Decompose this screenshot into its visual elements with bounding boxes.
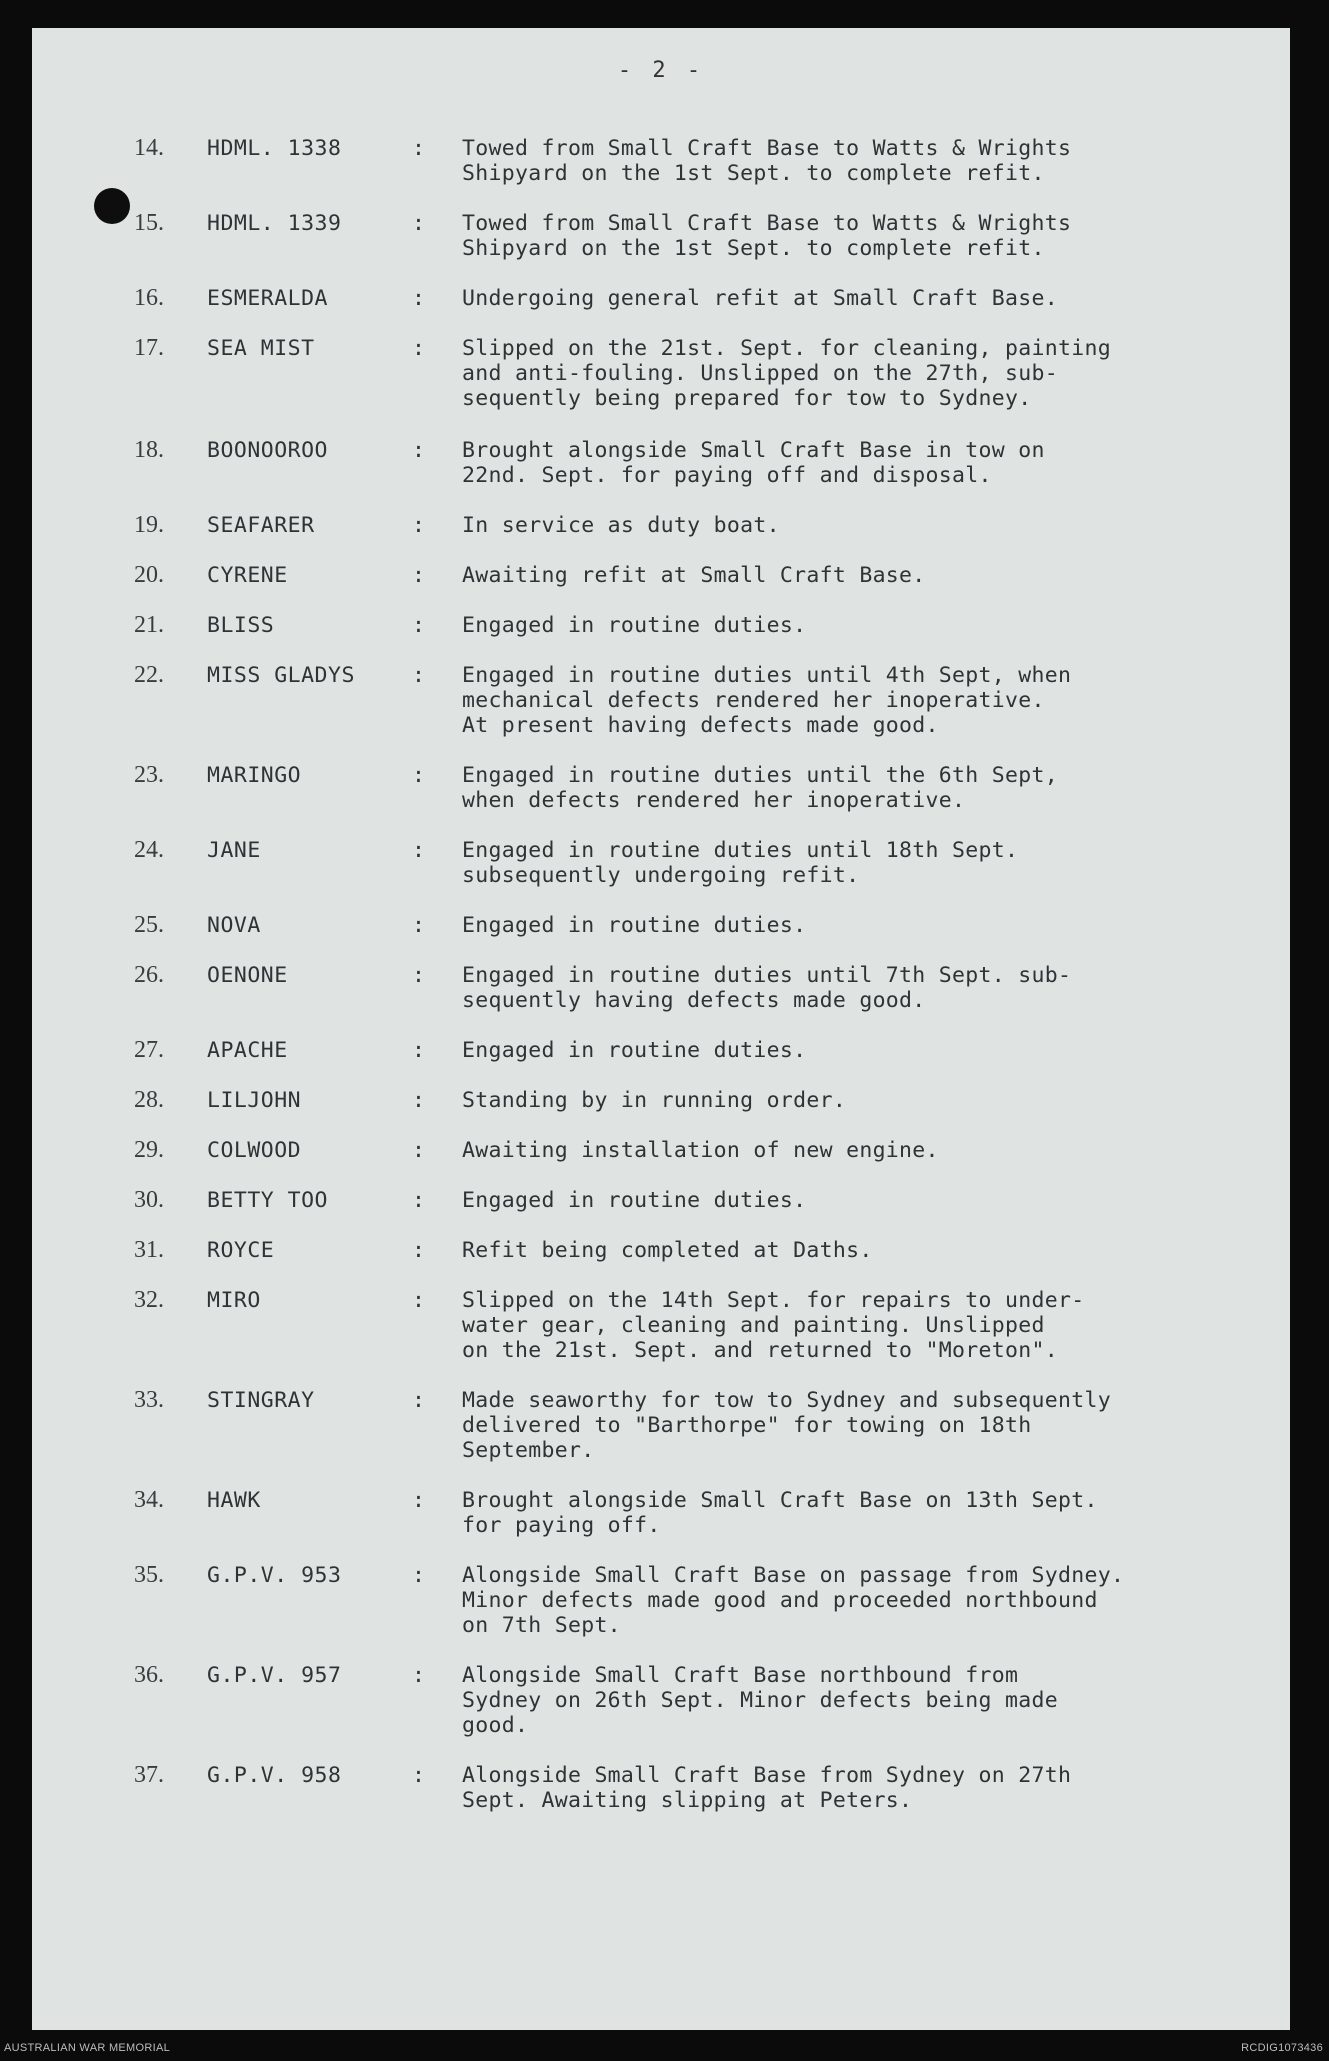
vessel-name: COLWOOD xyxy=(207,1138,302,1163)
entry-description: Awaiting installation of new engine. xyxy=(462,1138,939,1163)
entry-description: Brought alongside Small Craft Base in tow on 22nd. Sept. for paying off and disposal. xyxy=(462,438,1045,488)
entry-description: Engaged in routine duties. xyxy=(462,1038,807,1063)
entry-description: Awaiting refit at Small Craft Base. xyxy=(462,563,926,588)
entry-description: Engaged in routine duties until 4th Sept, when mechanical defects rendered her inoperative. At present having defects made good. xyxy=(462,663,1072,738)
entry-number: 28. xyxy=(134,1087,164,1113)
vessel-name: G.P.V. 953 xyxy=(207,1563,342,1588)
entry-number: 32. xyxy=(134,1287,164,1313)
entry-colon: : xyxy=(412,1238,425,1263)
entry-colon: : xyxy=(412,913,425,938)
punch-hole xyxy=(94,188,130,224)
entry-description: Alongside Small Craft Base northbound from Sydney on 26th Sept. Minor defects being made good. xyxy=(462,1663,1058,1738)
vessel-name: BOONOOROO xyxy=(207,438,328,463)
entry-number: 21. xyxy=(134,612,164,638)
vessel-name: ESMERALDA xyxy=(207,286,328,311)
entry-number: 17. xyxy=(134,335,164,361)
entry-description: Engaged in routine duties until the 6th Sept, when defects rendered her inoperative. xyxy=(462,763,1058,813)
entry-colon: : xyxy=(412,1763,425,1788)
entry-description: In service as duty boat. xyxy=(462,513,780,538)
footer-record-id: RCDIG1073436 xyxy=(1241,2042,1323,2054)
vessel-name: NOVA xyxy=(207,913,261,938)
vessel-name: HDML. 1338 xyxy=(207,136,342,161)
page-number: - 2 - xyxy=(617,58,705,83)
entry-colon: : xyxy=(412,336,425,361)
entry-number: 16. xyxy=(134,285,164,311)
entry-colon: : xyxy=(412,1138,425,1163)
entry-number: 19. xyxy=(134,512,164,538)
entry-description: Standing by in running order. xyxy=(462,1088,847,1113)
entry-number: 25. xyxy=(134,912,164,938)
entry-number: 29. xyxy=(134,1137,164,1163)
entry-colon: : xyxy=(412,513,425,538)
vessel-name: STINGRAY xyxy=(207,1388,315,1413)
entry-description: Slipped on the 21st. Sept. for cleaning, painting and anti-fouling. Unslipped on the 27th, sub- sequently being prepared for tow to Sydney. xyxy=(462,336,1111,411)
vessel-name: HAWK xyxy=(207,1488,261,1513)
entry-number: 34. xyxy=(134,1487,164,1513)
entry-description: Engaged in routine duties until 7th Sept. sub- sequently having defects made good. xyxy=(462,963,1072,1013)
entry-colon: : xyxy=(412,1088,425,1113)
vessel-name: G.P.V. 958 xyxy=(207,1763,342,1788)
entry-colon: : xyxy=(412,563,425,588)
entry-description: Engaged in routine duties until 18th Sept. subsequently undergoing refit. xyxy=(462,838,1019,888)
entry-colon: : xyxy=(412,838,425,863)
vessel-name: SEAFARER xyxy=(207,513,315,538)
entry-description: Refit being completed at Daths. xyxy=(462,1238,873,1263)
entry-colon: : xyxy=(412,763,425,788)
entry-colon: : xyxy=(412,136,425,161)
entry-colon: : xyxy=(412,1288,425,1313)
entry-colon: : xyxy=(412,1663,425,1688)
vessel-name: JANE xyxy=(207,838,261,863)
vessel-name: ROYCE xyxy=(207,1238,275,1263)
entry-colon: : xyxy=(412,1388,425,1413)
entry-description: Engaged in routine duties. xyxy=(462,913,807,938)
entry-description: Made seaworthy for tow to Sydney and subsequently delivered to "Barthorpe" for towing on 18th September. xyxy=(462,1388,1111,1463)
entry-number: 20. xyxy=(134,562,164,588)
entry-colon: : xyxy=(412,1038,425,1063)
vessel-name: APACHE xyxy=(207,1038,288,1063)
entry-description: Engaged in routine duties. xyxy=(462,1188,807,1213)
entry-description: Brought alongside Small Craft Base on 13th Sept. for paying off. xyxy=(462,1488,1098,1538)
entry-number: 14. xyxy=(134,135,164,161)
entry-number: 30. xyxy=(134,1187,164,1213)
footer-archive-name: AUSTRALIAN WAR MEMORIAL xyxy=(4,2042,171,2054)
vessel-name: OENONE xyxy=(207,963,288,988)
entry-number: 22. xyxy=(134,662,164,688)
vessel-name: CYRENE xyxy=(207,563,288,588)
entry-number: 27. xyxy=(134,1037,164,1063)
vessel-name: BETTY TOO xyxy=(207,1188,328,1213)
entry-number: 31. xyxy=(134,1237,164,1263)
vessel-name: BLISS xyxy=(207,613,275,638)
entry-colon: : xyxy=(412,1563,425,1588)
entry-description: Alongside Small Craft Base from Sydney on 27th Sept. Awaiting slipping at Peters. xyxy=(462,1763,1072,1813)
entry-number: 37. xyxy=(134,1762,164,1788)
vessel-name: MIRO xyxy=(207,1288,261,1313)
entry-colon: : xyxy=(412,613,425,638)
entry-description: Towed from Small Craft Base to Watts & Wrights Shipyard on the 1st Sept. to complete refit. xyxy=(462,136,1072,186)
document-page xyxy=(32,28,1290,2030)
vessel-name: MISS GLADYS xyxy=(207,663,355,688)
vessel-name: SEA MIST xyxy=(207,336,315,361)
vessel-name: MARINGO xyxy=(207,763,302,788)
entry-number: 15. xyxy=(134,210,164,236)
entry-number: 26. xyxy=(134,962,164,988)
entry-number: 23. xyxy=(134,762,164,788)
entry-colon: : xyxy=(412,1488,425,1513)
vessel-name: G.P.V. 957 xyxy=(207,1663,342,1688)
entry-number: 36. xyxy=(134,1662,164,1688)
vessel-name: HDML. 1339 xyxy=(207,211,342,236)
entry-description: Slipped on the 14th Sept. for repairs to under- water gear, cleaning and painting. Unslipped on the 21st. Sept. and returned to "Moreton". xyxy=(462,1288,1085,1363)
entry-number: 24. xyxy=(134,837,164,863)
entry-colon: : xyxy=(412,438,425,463)
entry-colon: : xyxy=(412,211,425,236)
entry-colon: : xyxy=(412,963,425,988)
entry-number: 33. xyxy=(134,1387,164,1413)
entry-description: Alongside Small Craft Base on passage from Sydney. Minor defects made good and proceeded northbound on 7th Sept. xyxy=(462,1563,1125,1638)
vessel-name: LILJOHN xyxy=(207,1088,302,1113)
entry-colon: : xyxy=(412,286,425,311)
entry-number: 18. xyxy=(134,437,164,463)
entry-description: Towed from Small Craft Base to Watts & Wrights Shipyard on the 1st Sept. to complete refit. xyxy=(462,211,1072,261)
entry-number: 35. xyxy=(134,1562,164,1588)
entry-description: Undergoing general refit at Small Craft Base. xyxy=(462,286,1058,311)
entry-colon: : xyxy=(412,1188,425,1213)
entry-colon: : xyxy=(412,663,425,688)
entry-description: Engaged in routine duties. xyxy=(462,613,807,638)
